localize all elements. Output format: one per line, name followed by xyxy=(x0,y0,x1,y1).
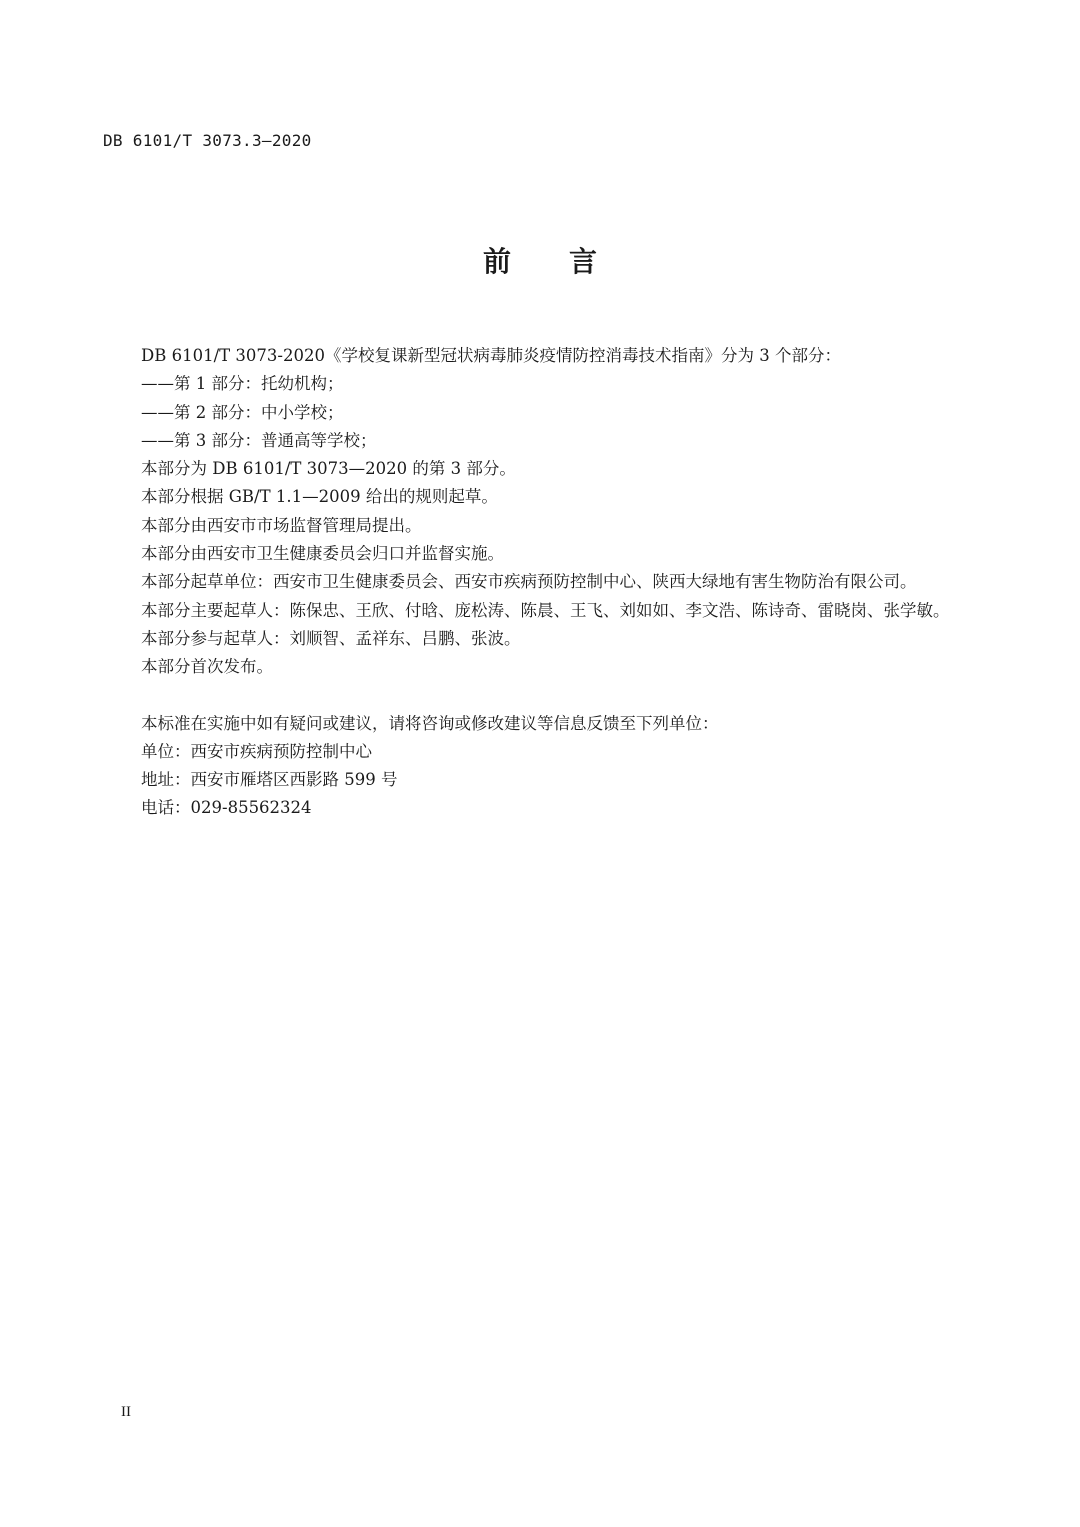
paragraph-main-drafters: 本部分主要起草人：陈保忠、王欣、付晗、庞松涛、陈晨、王飞、刘如如、李文浩、陈诗奇、雷晓岗、张学敏。 xyxy=(141,600,950,620)
feedback-unit: 单位：西安市疾病预防控制中心 xyxy=(141,741,372,761)
title-char-2: 言 xyxy=(569,245,598,278)
page-number: II xyxy=(121,1404,131,1420)
paragraph-participating-drafters: 本部分参与起草人：刘顺智、孟祥东、吕鹏、张波。 xyxy=(141,628,521,648)
paragraph-proposer: 本部分由西安市市场监督管理局提出。 xyxy=(141,515,422,535)
foreword-body xyxy=(104,342,952,823)
title-char-1: 前 xyxy=(482,245,511,278)
paragraph-parts-intro: DB 6101/T 3073-2020《学校复课新型冠状病毒肺炎疫情防控消毒技术指南》分为 3 个部分： xyxy=(141,346,841,365)
feedback-address: 地址：西安市雁塔区西影路 599 号 xyxy=(141,770,398,790)
page-title xyxy=(0,240,1080,280)
section-spacer xyxy=(104,682,952,710)
paragraph-drafting-units: 本部分起草单位：西安市卫生健康委员会、西安市疾病预防控制中心、陕西大绿地有害生物防治有限公司。 xyxy=(141,572,917,592)
paragraph-drafting-rules: 本部分根据 GB/T 1.1—2009 给出的规则起草。 xyxy=(141,487,498,507)
paragraph-first-release: 本部分首次发布。 xyxy=(141,657,273,677)
list-item-part-2: ——第 2 部分：中小学校； xyxy=(141,402,344,422)
feedback-phone: 电话：029-85562324 xyxy=(141,798,312,818)
paragraph-administrator: 本部分由西安市卫生健康委员会归口并监督实施。 xyxy=(141,544,504,564)
document-code: DB 6101/T 3073.3—2020 xyxy=(103,131,312,150)
paragraph-part-statement: 本部分为 DB 6101/T 3073—2020 的第 3 部分。 xyxy=(141,459,516,479)
list-item-part-3: ——第 3 部分：普通高等学校； xyxy=(141,430,377,450)
list-item-part-1: ——第 1 部分：托幼机构； xyxy=(141,374,344,394)
feedback-intro: 本标准在实施中如有疑问或建议，请将咨询或修改建议等信息反馈至下列单位： xyxy=(141,713,719,733)
